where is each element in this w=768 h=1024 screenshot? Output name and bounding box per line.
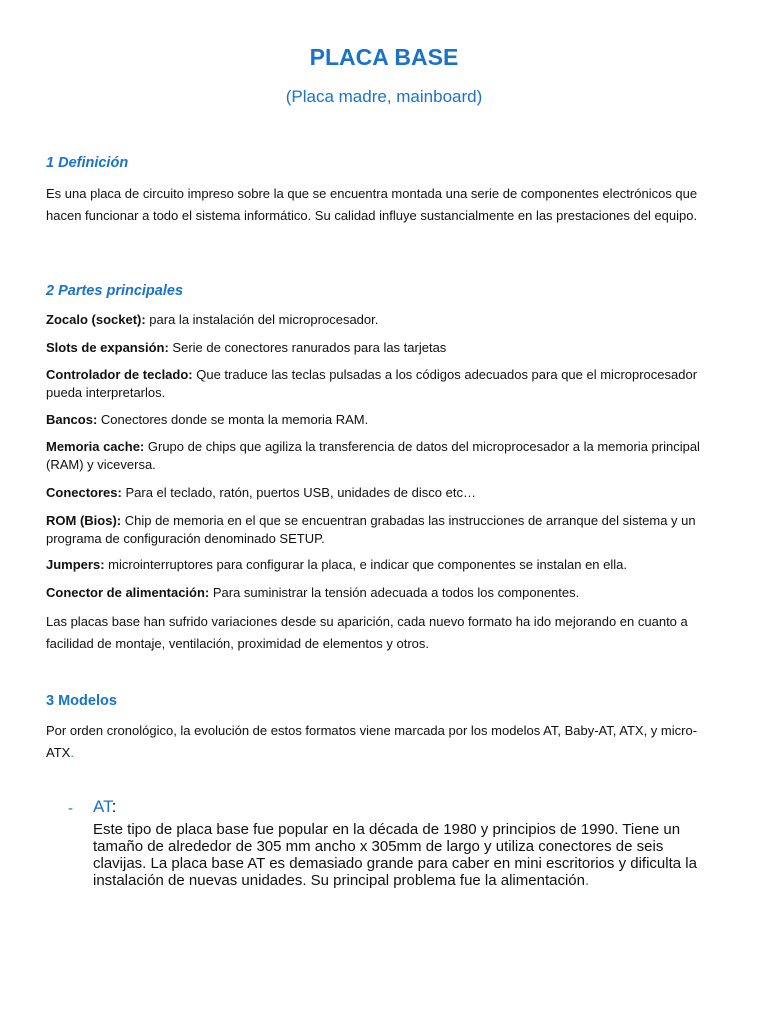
section-heading-definicion: 1 Definición [46, 155, 129, 171]
parts-item-term: Slots de expansión: [46, 340, 169, 355]
model-colon: : [111, 797, 117, 816]
section-heading-partes: 2 Partes principales [46, 283, 184, 299]
parts-item [46, 484, 722, 502]
parts-item [46, 366, 722, 402]
parts-item-term: Conector de alimentación: [46, 585, 210, 600]
parts-item-term: Jumpers: [46, 557, 105, 572]
model-description-text: Este tipo de placa base fue popular en la década de 1980 y principios de 1990. Tiene un tamaño de alrededor de 305 mm ancho x 305mm de largo y utiliza conectores de seis clavijas. La placa base AT es demasiado grande para caber en mini escritorios y dificulta la instalación de nuevas unidades. Su principal problema fue la alimentación [93, 821, 697, 889]
parts-item-desc: Grupo de chips que agiliza la transferencia de datos del microprocesador a la memoria principal (RAM) y viceversa. [46, 439, 700, 472]
definicion-paragraph: Es una placa de circuito impreso sobre la que se encuentra montada una serie de componentes electrónicos que hacen funcionar a todo el sistema informático. Su calidad influye sustancialmente en las prestaciones del equipo. [46, 186, 698, 223]
modelos-text: Por orden cronológico, la evolución de estos formatos viene marcada por los modelos AT, Baby-AT, ATX, y micro-ATX [46, 723, 698, 760]
parts-item [46, 411, 722, 429]
list-bullet: - [68, 800, 73, 817]
parts-item-desc: para la instalación del microprocesador. [145, 312, 379, 327]
parts-item-desc: Conectores donde se monta la memoria RAM. [97, 412, 369, 427]
modelos-text-period: . [70, 744, 74, 760]
parts-item-desc: Para el teclado, ratón, puertos USB, unidades de disco etc… [121, 485, 476, 500]
parts-item-term: Controlador de teclado: [46, 367, 193, 382]
parts-item [46, 339, 722, 357]
parts-item [46, 438, 722, 474]
model-description-period: . [584, 872, 590, 889]
parts-item-desc: Para suministrar la tensión adecuada a todos los componentes. [209, 585, 580, 600]
model-item-description [93, 821, 718, 889]
parts-item-term: ROM (Bios): [46, 513, 122, 528]
modelos-paragraph [46, 720, 722, 763]
partes-closing-paragraph: Las placas base han sufrido variaciones desde su aparición, cada nuevo formato ha ido mejorando en cuanto a facilidad de montaje, ventilación, proximidad de elementos y otros. [46, 614, 688, 651]
parts-item-desc: Chip de memoria en el que se encuentran grabadas las instrucciones de arranque del sistema y un programa de configuración denominado SETUP. [46, 513, 696, 546]
parts-item-term: Memoria cache: [46, 439, 145, 454]
model-item-title [93, 798, 116, 816]
parts-item [46, 556, 722, 574]
parts-item-term: Conectores: [46, 485, 122, 500]
parts-item-desc: Que traduce las teclas pulsadas a los códigos adecuados para que el microprocesador pueda interpretarlos. [46, 367, 698, 400]
parts-item-desc: microinterruptores para configurar la placa, e indicar que componentes se instalan en ella. [104, 557, 627, 572]
parts-item [46, 584, 722, 602]
parts-item [46, 512, 722, 548]
parts-item-term: Zocalo (socket): [46, 312, 146, 327]
model-name: AT [93, 797, 112, 816]
section-heading-modelos: 3 Modelos [46, 693, 117, 709]
page-title: PLACA BASE [309, 44, 459, 70]
parts-item-desc: Serie de conectores ranurados para las tarjetas [168, 340, 447, 355]
parts-item-term: Bancos: [46, 412, 98, 427]
parts-item [46, 311, 722, 329]
page-subtitle: (Placa madre, mainboard) [285, 87, 483, 106]
